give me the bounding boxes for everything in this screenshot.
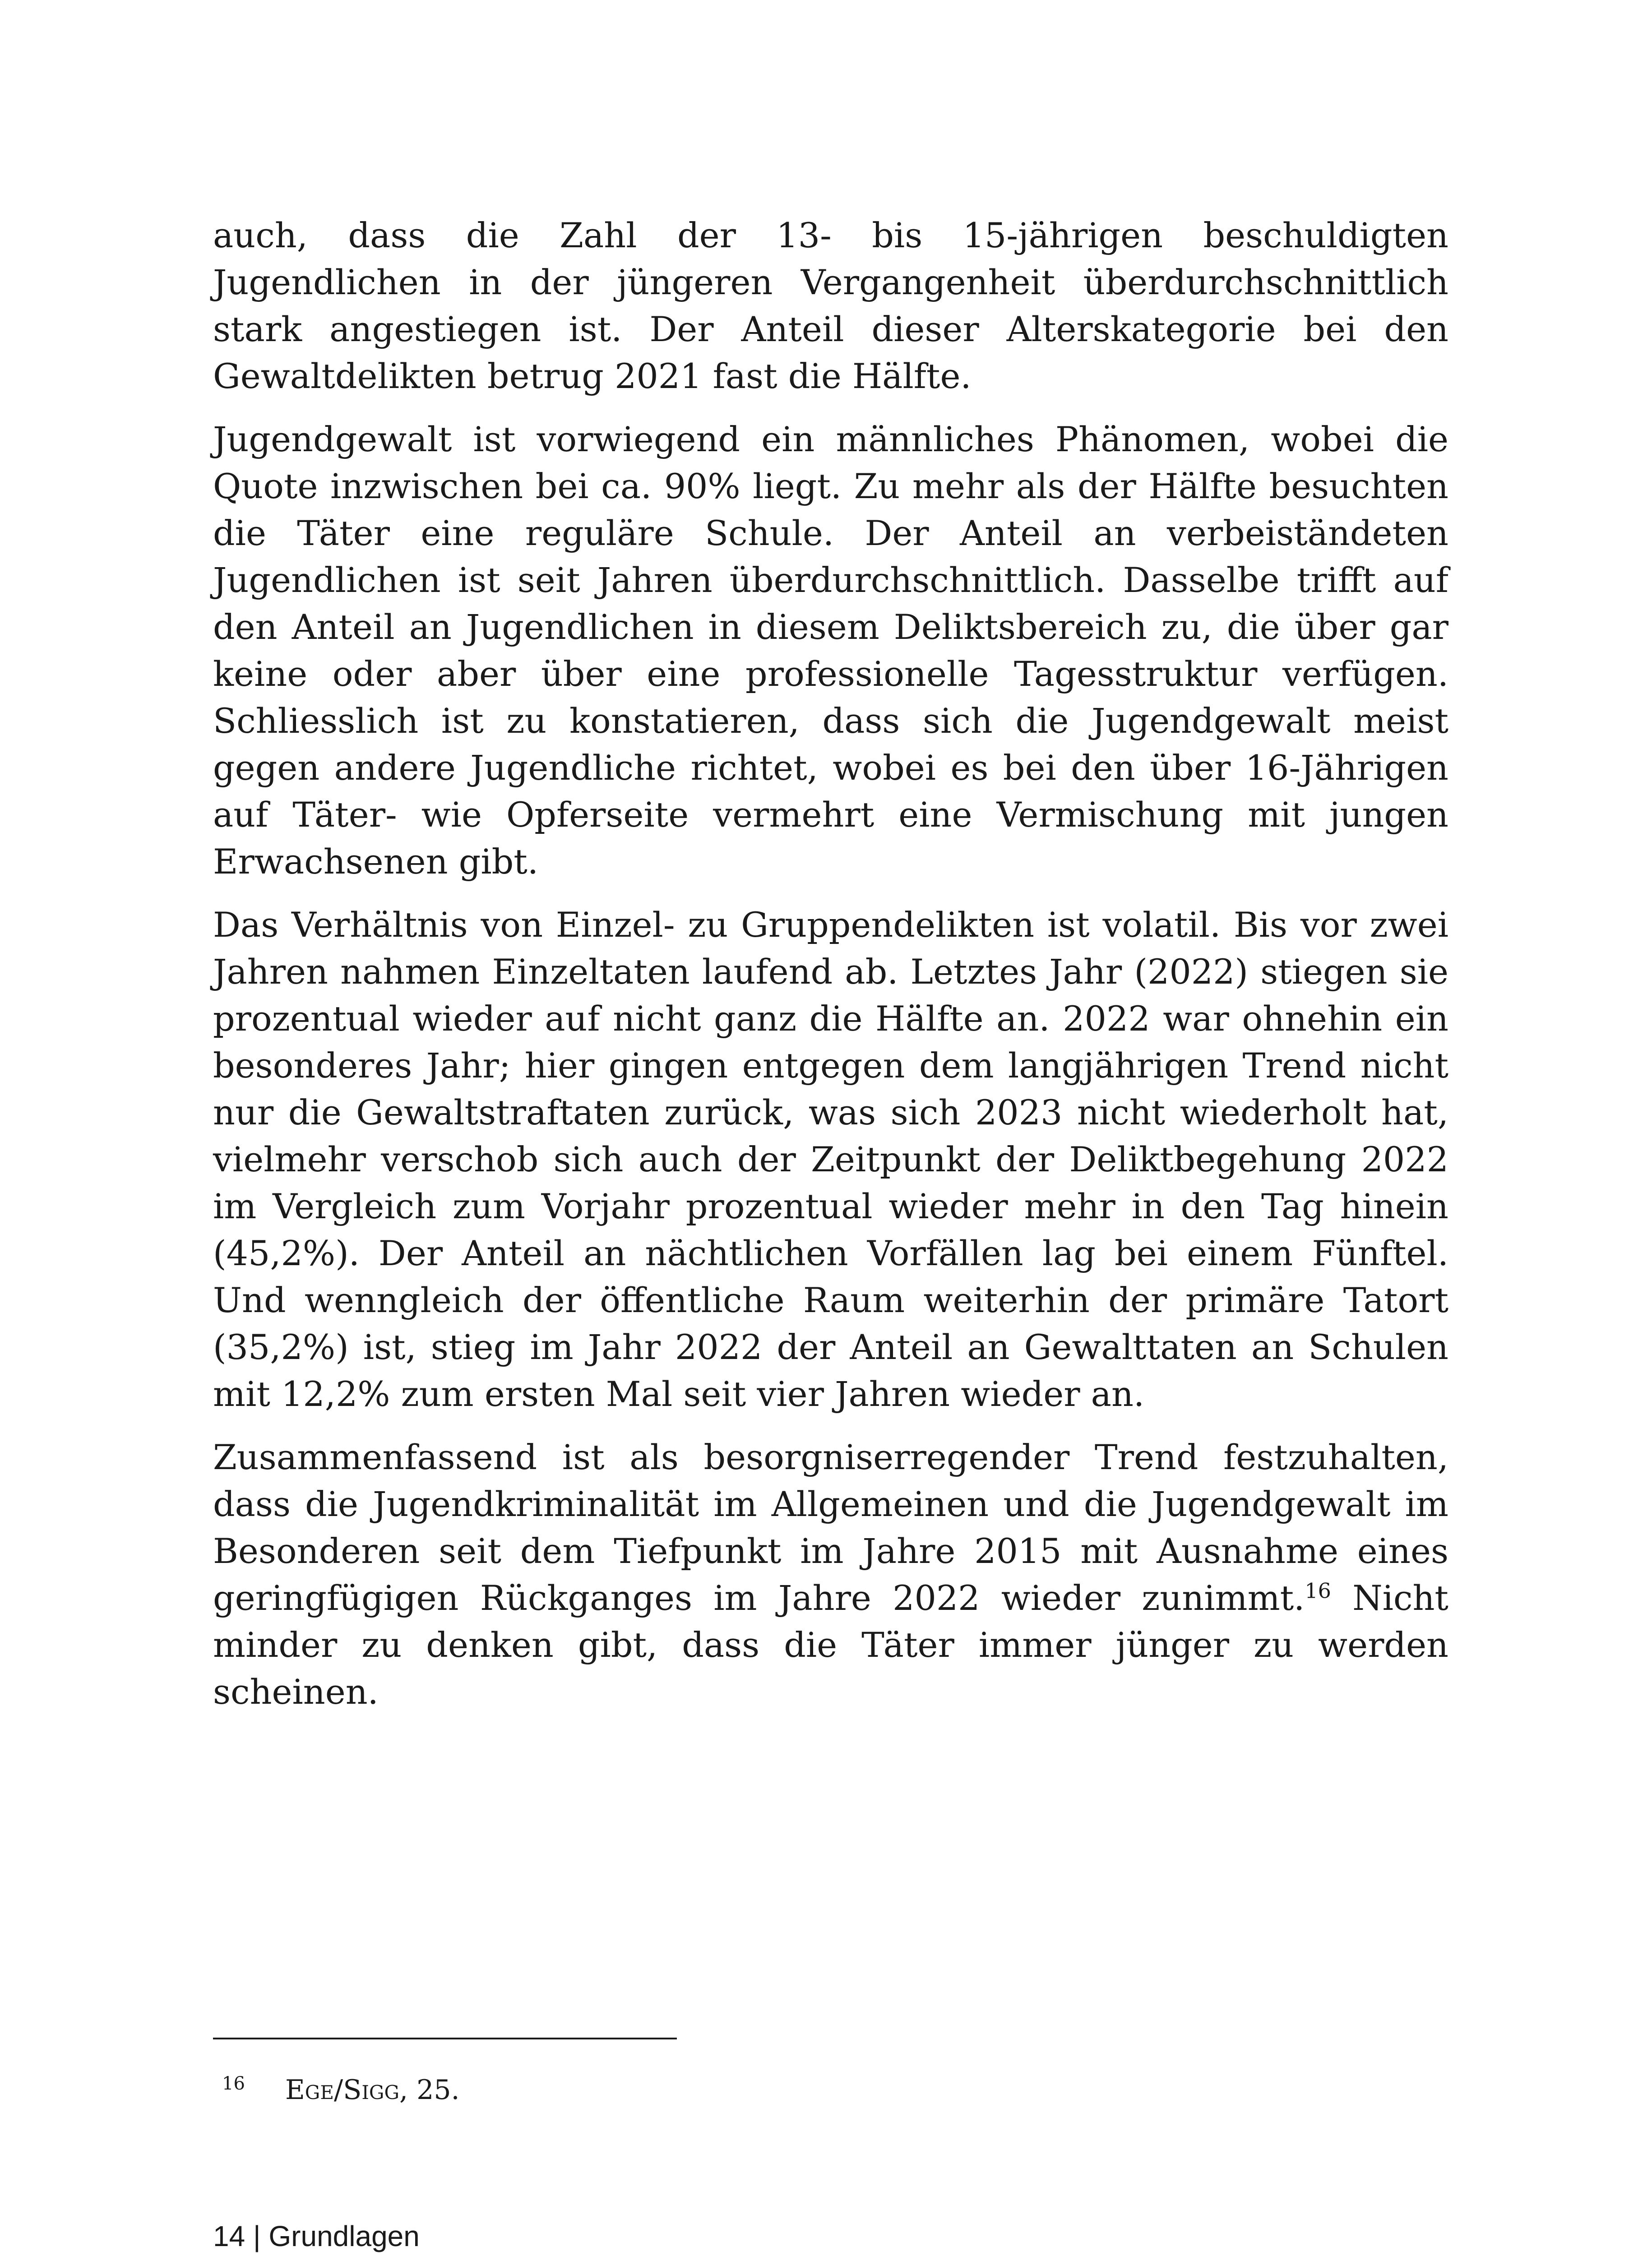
section-title: Grundlagen: [268, 2220, 420, 2252]
footer-separator: |: [253, 2220, 261, 2252]
body-text: [213, 212, 1448, 1732]
paragraph-4-text: Zusammenfassend ist als besorgniserregender Trend festzuhalten, dass die Jugendkriminalität im Allgemeinen und die Jugendgewalt im Besonderen seit dem Tiefpunkt im Jahre 2015 mit Ausnahme eines geringfügigen Rückganges im Jahre 2022 wieder zunimmt.: [213, 1437, 1448, 1618]
paragraph-4-text-continued: Nicht minder zu denken gibt, dass die Täter immer jünger zu werden scheinen.: [213, 1578, 1448, 1712]
footnote-divider: [213, 2038, 677, 2039]
footnote-author: Ege/Sigg: [285, 2074, 400, 2106]
paragraph-4: [213, 1434, 1448, 1715]
page-footer: [213, 2218, 420, 2254]
footnote-number: 16: [222, 2073, 245, 2094]
page-number: 14: [213, 2220, 245, 2252]
footnote-reference[interactable]: 16: [1305, 1578, 1331, 1603]
paragraph-3: Das Verhältnis von Einzel- zu Gruppendelikten ist volatil. Bis vor zwei Jahren nahmen Einzeltaten laufend ab. Letztes Jahr (2022) stiegen sie prozentual wieder auf nicht ganz die Hälfte an. 2022 war ohnehin ein besonderes Jahr; hier gingen entgegen dem langjährigen Trend nicht nur die Gewaltstraftaten zurück, was sich 2023 nicht wiederholt hat, vielmehr verschob sich auch der Zeitpunkt der Deliktbegehung 2022 im Vergleich zum Vorjahr prozentual wieder mehr in den Tag hinein (45,2%). Der Anteil an nächtlichen Vorfällen lag bei einem Fünftel. Und wenngleich der öffentliche Raum weiterhin der primäre Tatort (35,2%) ist, stieg im Jahr 2022 der Anteil an Gewalttaten an Schulen mit 12,2% zum ersten Mal seit vier Jahren wieder an.: [213, 905, 1448, 1414]
footnote-text: [285, 2072, 460, 2108]
paragraph-2: Jugendgewalt ist vorwiegend ein männliches Phänomen, wobei die Quote inzwischen bei ca. 90% liegt. Zu mehr als der Hälfte besuchten die Täter eine reguläre Schule. Der Anteil an verbeiständeten Jugendlichen ist seit Jahren überdurchschnittlich. Dasselbe trifft auf den Anteil an Jugendlichen in diesem Deliktsbereich zu, die über gar keine oder aber über eine professionelle Tagesstruktur verfügen. Schliesslich ist zu konstatieren, dass sich die Jugendgewalt meist gegen andere Jugendliche richtet, wobei es bei den über 16-Jährigen auf Täter- wie Opferseite vermehrt eine Vermischung mit jungen Erwachsenen gibt.: [213, 419, 1448, 882]
footnote-citation: , 25.: [399, 2074, 460, 2106]
paragraph-1: auch, dass die Zahl der 13- bis 15-jährigen beschuldigten Jugendlichen in der jüngeren Vergangenheit überdurchschnittlich stark angestiegen ist. Der Anteil dieser Alterskategorie bei den Gewaltdelikten betrug 2021 fast die Hälfte.: [213, 215, 1448, 396]
